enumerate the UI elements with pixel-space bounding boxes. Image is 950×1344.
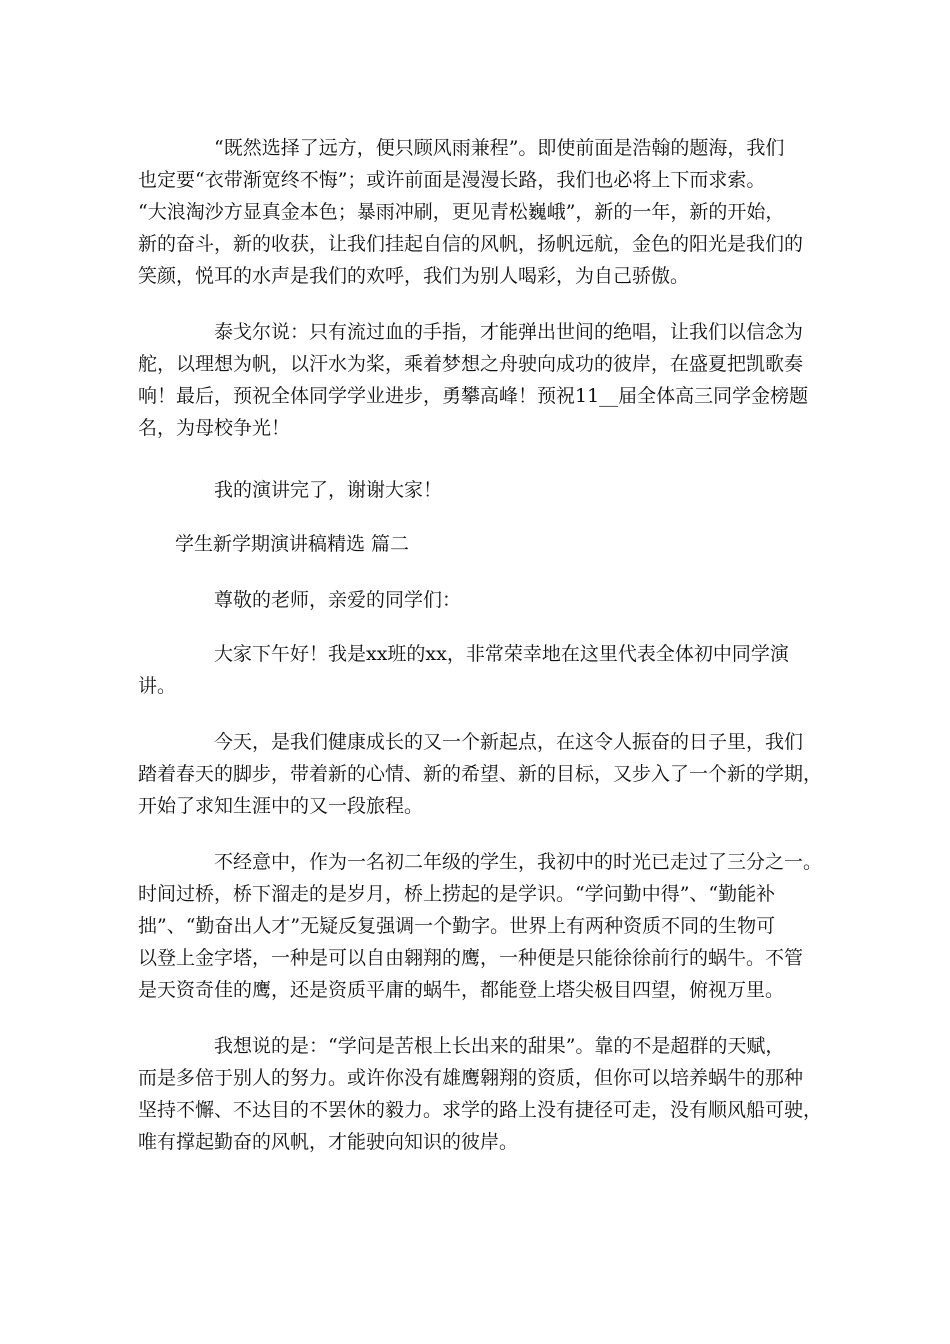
text-line: 新的奋斗，新的收获，让我们挂起自信的风帆，扬帆远航，金色的阳光是我们的 xyxy=(138,233,804,255)
text-line: 讲。 xyxy=(138,675,177,697)
text-line: 名，为母校争光！ xyxy=(138,417,291,439)
paragraph-8 xyxy=(138,1030,823,1158)
text-line: 我想说的是：“学问是苦根上长出来的甜果”。靠的不是超群的天赋， xyxy=(214,1035,785,1057)
text-line: 拙”、“勤奋出人才”无疑反复强调一个勤字。世界上有两种资质不同的生物可 xyxy=(138,915,776,937)
text-line: 泰戈尔说：只有流过血的手指，才能弹出世间的绝唱，让我们以信念为 xyxy=(214,321,804,343)
text-line: 不经意中，作为一名初二年级的学生，我初中的时光已走过了三分之一。 xyxy=(214,851,823,873)
text-line: 笑颜，悦耳的水声是我们的欢呼，我们为别人喝彩，为自己骄傲。 xyxy=(138,265,690,287)
text-line: 响！最后，预祝全体同学学业进步，勇攀高峰！预祝11__届全体高三同学金榜题 xyxy=(138,385,809,407)
text-line: “大浪淘沙方显真金本色；暴雨冲刷，更见青松巍峨”，新的一年，新的开始， xyxy=(138,201,785,223)
text-line: 我的演讲完了，谢谢大家！ xyxy=(214,479,443,501)
text-line: 舵，以理想为帆，以汗水为桨，乘着梦想之舟驶向成功的彼岸，在盛夏把凯歌奏 xyxy=(138,353,804,375)
paragraph-3 xyxy=(138,474,818,506)
paragraph-5 xyxy=(138,638,818,702)
text-line: 以登上金字塔，一种是可以自由翱翔的鹰，一种便是只能徐徐前行的蜗牛。不管 xyxy=(138,947,804,969)
text-line: 也定要“衣带渐宽终不悔”；或许前面是漫漫长路，我们也必将上下而求索。 xyxy=(138,169,766,191)
text-line: 踏着春天的脚步，带着新的心情、新的希望、新的目标，又步入了一个新的学期， xyxy=(138,763,823,785)
text-line: 今天，是我们健康成长的又一个新起点，在这令人振奋的日子里，我们 xyxy=(214,731,804,753)
text-line: 是天资奇佳的鹰，还是资质平庸的蜗牛，都能登上塔尖极目四望，俯视万里。 xyxy=(138,979,785,1001)
paragraph-2 xyxy=(138,316,818,444)
text-line: 坚持不懈、不达目的不罢休的毅力。求学的路上没有捷径可走，没有顺风船可驶， xyxy=(138,1099,823,1121)
text-line: 唯有撑起勤奋的风帆，才能驶向知识的彼岸。 xyxy=(138,1131,519,1153)
paragraph-7 xyxy=(138,846,823,1006)
text-line: 时间过桥，桥下溜走的是岁月，桥上捞起的是学识。“学问勤中得”、“勤能补 xyxy=(138,883,776,905)
text-line: 而是多倍于别人的努力。或许你没有雄鹰翱翔的资质，但你可以培养蜗牛的那种 xyxy=(138,1067,804,1089)
text-line: 尊敬的老师，亲爱的同学们： xyxy=(214,589,462,611)
text-line: 大家下午好！我是xx班的xx，非常荣幸地在这里代表全体初中同学演 xyxy=(214,643,789,665)
text-line: 开始了求知生涯中的又一段旅程。 xyxy=(138,795,424,817)
paragraph-6 xyxy=(138,726,823,822)
section-heading: 学生新学期演讲稿精选 篇二 xyxy=(175,533,410,555)
text-line: “既然选择了远方，便只顾风雨兼程”。即使前面是浩翰的题海，我们 xyxy=(214,137,785,159)
paragraph-4 xyxy=(138,584,818,616)
paragraph-1 xyxy=(138,132,818,292)
